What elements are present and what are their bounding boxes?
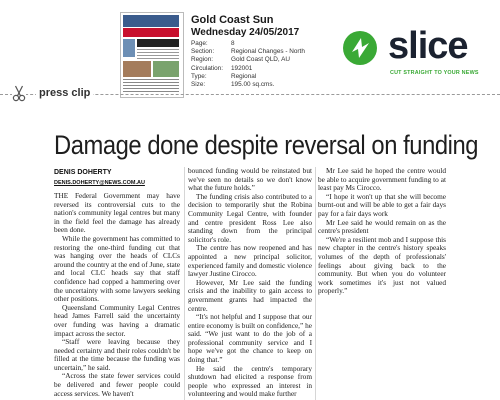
article-column-2 xyxy=(188,167,312,400)
meta-row-size xyxy=(191,81,305,89)
column-divider xyxy=(184,167,185,400)
column-divider xyxy=(315,167,316,400)
publication-meta xyxy=(191,40,305,89)
meta-label: Section: xyxy=(191,48,215,56)
thumbnail-masthead xyxy=(123,15,179,27)
meta-value: 8 xyxy=(231,40,235,47)
meta-value: 195.00 sq.cms. xyxy=(231,81,275,89)
scissors-icon xyxy=(12,84,26,102)
author-email-link[interactable]: DENIS.DOHERTY@NEWS.COM.AU xyxy=(54,180,145,186)
paragraph: “Staff were leaving because they needed certainty and their roles couldn't be filled at the time because the funding was uncertain,” he said. xyxy=(54,337,180,372)
thumbnail-banner xyxy=(123,28,179,37)
meta-label: Type: xyxy=(191,72,207,80)
paragraph: Mr Lee said he hoped the centre would be able to acquire government funding to at least pay Ms Cirocco. xyxy=(318,167,446,193)
article-headline: Damage done despite reversal on funding xyxy=(54,130,479,160)
thumbnail-text xyxy=(123,79,179,93)
page-thumbnail xyxy=(120,12,184,98)
thumbnail-headline xyxy=(137,39,179,47)
paragraph: However, Mr Lee said the funding crisis and the inability to gain access to government grants had impacted the centre. xyxy=(188,277,312,313)
paragraph: “I hope it won't up that she will become burnt-out and will be able to get a fair days pay for a fair days work xyxy=(318,191,446,218)
meta-label: Region: xyxy=(191,56,214,64)
publication-date: Wednesday 24/05/2017 xyxy=(191,27,300,38)
article-column-3 xyxy=(318,167,446,400)
paragraph: The centre has now reopened and has appointed a new principal solicitor, experienced family and domestic violence lawyer Justine Cirocco. xyxy=(188,243,312,279)
publication-name: Gold Coast Sun xyxy=(191,14,274,26)
meta-row-type xyxy=(191,73,305,81)
paragraph: While the government has committed to restoring the one-third funding cut that was hanging over the heads of CLCs around the country at the end of June, state and local CLC heads say that staff confidence had copped a hammering over the uncertainty with some lawyers seeking other positions. xyxy=(54,233,180,304)
paragraph: “It's not helpful and I suppose that our entire economy is built on confidence,” he said. “We just want to do the job of a professional community service and I hope we've got the chance to keep on doing that.” xyxy=(188,312,312,365)
press-clip-label: press clip xyxy=(36,87,93,99)
meta-value: Regional xyxy=(231,72,257,80)
meta-row-circulation xyxy=(191,65,305,73)
logo-tagline: CUT STRAIGHT TO YOUR NEWS xyxy=(390,70,479,76)
thumbnail-text xyxy=(137,49,179,59)
thumbnail-photo xyxy=(123,39,135,57)
logo-wordmark: slice xyxy=(388,25,468,67)
paragraph: The funding crisis also contributed to a decision to temporarily shut the Robina Community Legal Centre, with founder and centre president Ross Lee also standing down from the principal solicitor's role. xyxy=(188,191,312,244)
meta-row-page xyxy=(191,40,305,48)
paragraph: Mr Lee said he would remain on as the centre's president xyxy=(318,217,446,236)
meta-row-section xyxy=(191,48,305,56)
meta-row-region xyxy=(191,56,305,64)
paragraph: bounced funding would be reinstated but we've seen no details so we don't know what the future holds.” xyxy=(188,167,312,193)
article-column-1 xyxy=(54,192,180,400)
paragraph: Queensland Community Legal Centres head James Farrell said the uncertainty over funding was having a dramatic impact across the sector. xyxy=(54,302,180,338)
meta-label: Circulation: xyxy=(191,64,223,72)
meta-label: Size: xyxy=(191,81,206,89)
meta-value: 192001 xyxy=(231,64,253,72)
thumbnail-photo xyxy=(153,61,179,77)
thumbnail-photo xyxy=(123,61,151,77)
paragraph: “Across the state fewer services could be delivered and fewer people could access services. We haven't xyxy=(54,371,180,398)
meta-value: Regional Changes - North xyxy=(231,48,305,56)
meta-value: Gold Coast QLD, AU xyxy=(231,56,290,64)
paragraph: He said the centre's temporary shutdown had elicited a response from people who expressed an interest in volunteering and would make further xyxy=(188,363,312,399)
paragraph: THE Federal Government may have reversed its controversial cuts to the nation's community legal centres but many in the field feel the damage has already been done. xyxy=(54,192,180,235)
slice-logo-icon xyxy=(342,30,378,66)
meta-label: Page: xyxy=(191,40,208,47)
paragraph: “We're a resilient mob and I suppose this new chapter in the centre's history speaks volumes of the depth of professionals' feelings about giving back to the community. But when you do volunteer work sometimes it's just not valued properly.” xyxy=(318,234,446,296)
article-byline: DENIS DOHERTY xyxy=(54,169,112,176)
